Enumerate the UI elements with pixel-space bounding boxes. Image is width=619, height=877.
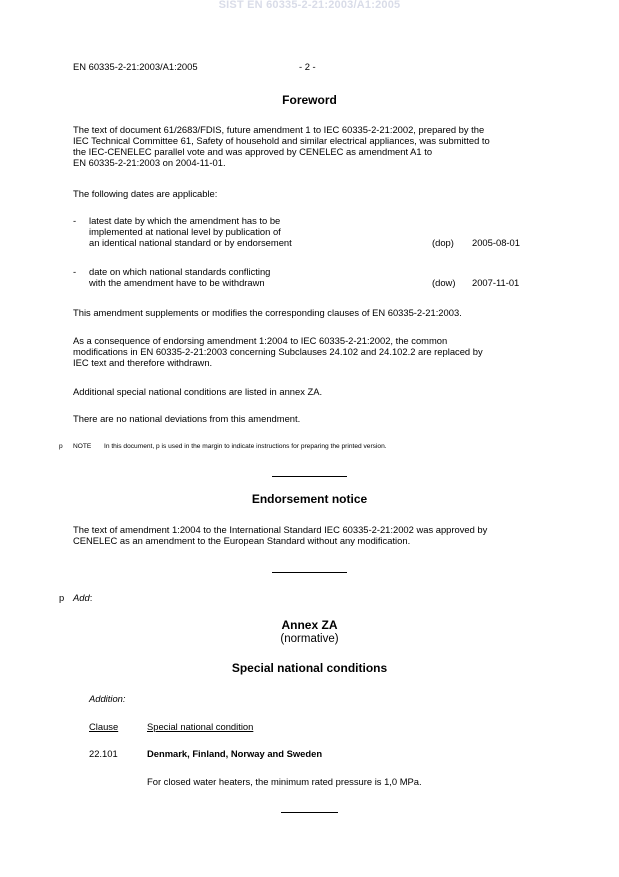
- header-page-number: - 2 -: [299, 61, 316, 72]
- end-divider: [281, 812, 338, 813]
- foreword-line: the IEC-CENELEC parallel vote and was approved by CENELEC as amendment A1 to: [73, 146, 433, 157]
- dop-bullet: -: [73, 215, 77, 226]
- condition-column-header: Special national condition: [147, 721, 254, 732]
- special-conditions-title: Special national conditions: [231, 661, 388, 675]
- consequence-paragraph: [73, 335, 546, 368]
- endorsement-title: Endorsement notice: [251, 492, 368, 506]
- deviations-paragraph: There are no national deviations from this amendment.: [73, 413, 301, 424]
- annex-title: Annex ZA: [281, 618, 338, 632]
- supplements-paragraph: This amendment supplements or modifies the corresponding clauses of EN 60335-2-21:2003.: [73, 307, 462, 318]
- dow-code: (dow): [432, 277, 456, 288]
- header-doc-ref: EN 60335-2-21:2003/A1:2005: [73, 61, 198, 72]
- add-label: Add: [73, 592, 90, 603]
- condition-countries: Denmark, Finland, Norway and Sweden: [147, 748, 323, 759]
- note-text: In this document, p is used in the margin to indicate instructions for preparing the printed version.: [104, 443, 387, 450]
- section-divider: [272, 476, 347, 477]
- endorsement-line: The text of amendment 1:2004 to the International Standard IEC 60335-2-21:2002 was approved by: [73, 524, 488, 535]
- foreword-line: IEC Technical Committee 61, Safety of household and similar electrical appliances, was submitted to: [73, 135, 490, 146]
- dow-date: 2007-11-01: [472, 277, 520, 288]
- watermark: SIST EN 60335-2-21:2003/A1:2005: [218, 0, 401, 11]
- consequence-line: modifications in EN 60335-2-21:2003 concerning Subclauses 24.102 and 24.102.2 are replaced by: [73, 346, 483, 357]
- add-instruction: Add:: [73, 592, 93, 603]
- dow-line: with the amendment have to be withdrawn: [89, 277, 265, 288]
- add-margin-marker: p: [59, 592, 65, 603]
- foreword-paragraph: [73, 124, 546, 168]
- consequence-line: IEC text and therefore withdrawn.: [73, 357, 213, 368]
- clause-number: 22.101: [89, 748, 118, 759]
- condition-text: For closed water heaters, the minimum rated pressure is 1,0 MPa.: [147, 776, 422, 787]
- addition-label: Addition:: [89, 693, 126, 704]
- dow-description: [89, 266, 270, 288]
- dop-code: (dop): [432, 237, 454, 248]
- clause-column-header: Clause: [89, 721, 119, 732]
- endorsement-line: CENELEC as an amendment to the European Standard without any modification.: [73, 535, 411, 546]
- foreword-title: Foreword: [282, 93, 337, 107]
- note-label: NOTE: [73, 443, 92, 450]
- dow-line: date on which national standards conflicting: [89, 266, 271, 277]
- foreword-line: EN 60335-2-21:2003 on 2004-11-01.: [73, 157, 226, 168]
- additional-conditions-paragraph: Additional special national conditions are listed in annex ZA.: [73, 386, 323, 397]
- dop-date: 2005-08-01: [472, 237, 520, 248]
- note-margin-marker: p: [59, 443, 63, 450]
- dop-line: latest date by which the amendment has to be: [89, 215, 281, 226]
- section-divider: [272, 572, 347, 573]
- dop-description: [89, 215, 292, 248]
- endorsement-paragraph: [73, 524, 546, 546]
- dow-bullet: -: [73, 266, 77, 277]
- foreword-line: The text of document 61/2683/FDIS, future amendment 1 to IEC 60335-2-21:2002, prepared by the: [73, 124, 485, 135]
- dates-intro: The following dates are applicable:: [73, 188, 218, 199]
- annex-subtitle: (normative): [280, 633, 339, 645]
- dop-line: implemented at national level by publication of: [89, 226, 281, 237]
- dop-line: an identical national standard or by endorsement: [89, 237, 292, 248]
- consequence-line: As a consequence of endorsing amendment 1:2004 to IEC 60335-2-21:2002, the common: [73, 335, 448, 346]
